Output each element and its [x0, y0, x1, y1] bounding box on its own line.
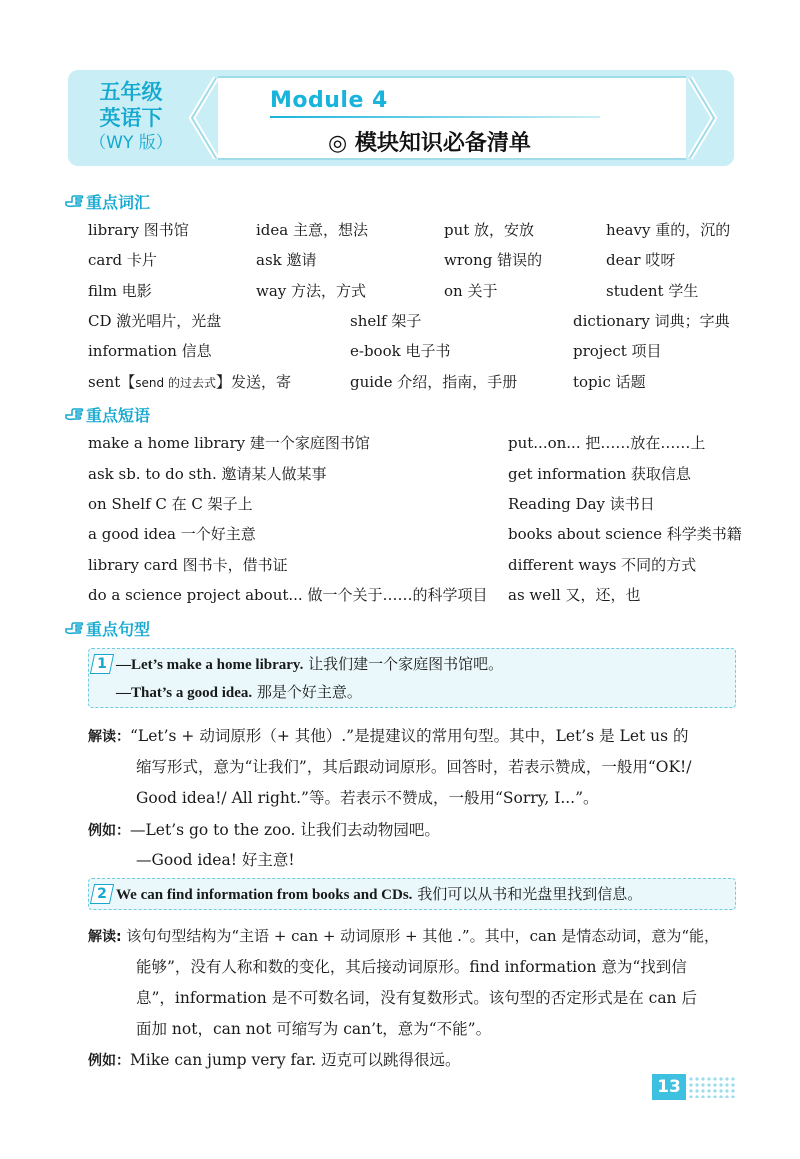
vocab-item: shelf 架子: [350, 312, 422, 330]
sentence-1-reply-en: —That’s a good idea.: [116, 685, 253, 701]
page-number-block: [652, 1074, 736, 1100]
sentence-heading-text: 重点句型: [86, 620, 151, 639]
phrase-item: Reading Day 读书日: [508, 495, 655, 513]
vocab-item: card 卡片: [88, 251, 157, 269]
example-label: 例如：: [88, 823, 130, 839]
explain-2-line-1: [88, 926, 719, 947]
subject-text: 英语下: [99, 106, 163, 130]
phrase-item: put...on... 把……放在……上: [508, 434, 706, 452]
phrase-item: different ways 不同的方式: [508, 556, 697, 574]
phrase-item: do a science project about... 做一个关于……的科学项目: [88, 586, 488, 604]
grade-label: [74, 76, 188, 160]
pointing-hand-icon: [64, 621, 84, 637]
vocab-item: student 学生: [606, 282, 699, 300]
module-title: Module 4: [270, 88, 388, 113]
title-panel: [218, 76, 686, 160]
sent-word: sent【: [88, 373, 136, 391]
page-number: 13: [652, 1074, 686, 1100]
vocab-item: topic 话题: [573, 373, 646, 391]
vocab-item: wrong 错误的: [444, 251, 543, 269]
vocab-item: information 信息: [88, 342, 212, 360]
vocab-item: dictionary 词典；字典: [573, 312, 730, 330]
phrase-item: get information 获取信息: [508, 465, 691, 483]
example-2-line-1: [88, 1050, 461, 1071]
number-badge-1: 1: [92, 654, 112, 674]
example-1-line-2: —Good idea! 好主意!: [136, 851, 295, 869]
vocab-item: library 图书馆: [88, 221, 189, 239]
explain-label: 解读:: [88, 929, 122, 945]
explain-1-line-2: 缩写形式，意为“让我们”，其后跟动词原形。回答时，若表示赞成，一般用“OK!/: [136, 758, 692, 776]
sentence-2-line: [116, 884, 642, 905]
explain-text: 该句句型结构为“主语 + can + 动词原形 + 其他 .”。其中，can 是情态动词，意为“能，: [121, 927, 720, 945]
sentence-2-en: We can find information from books and CDs.: [116, 887, 413, 903]
chevron-right-icon: [684, 76, 720, 160]
sentence-1-line-2: [116, 682, 362, 703]
explain-1-line-1: [88, 726, 689, 747]
dot-pattern: [688, 1076, 736, 1098]
sentence-1-en: —Let’s make a home library.: [116, 657, 304, 673]
explain-2-line-4: 面加 not，can not 可缩写为 can’t，意为“不能”。: [136, 1020, 492, 1038]
phrase-heading-text: 重点短语: [86, 406, 151, 425]
vocab-item: CD 激光唱片，光盘: [88, 312, 222, 330]
pointing-hand-icon: [64, 407, 84, 423]
phrase-item: as well 又，还，也: [508, 586, 641, 604]
title-underline: [270, 116, 600, 118]
phrase-item: library card 图书卡，借书证: [88, 556, 288, 574]
edition-text: （WY 版）: [89, 133, 173, 153]
phrase-item: on Shelf C 在 C 架子上: [88, 495, 253, 513]
explain-text: “Let’s + 动词原形（+ 其他）.”是提建议的常用句型。其中，Let’s 是 Let us 的: [130, 727, 689, 745]
vocab-item: film 电影: [88, 282, 152, 300]
vocab-item: put 放，安放: [444, 221, 535, 239]
sentence-2-cn: 我们可以从书和光盘里找到信息。: [412, 885, 643, 903]
example-text: Mike can jump very far. 迈克可以跳得很远。: [130, 1051, 461, 1069]
grade-text: 五年级: [99, 80, 163, 104]
vocab-item: guide 介绍，指南，手册: [350, 373, 518, 391]
vocab-item: project 项目: [573, 342, 662, 360]
vocab-item-sent: [88, 372, 291, 393]
example-label: 例如：: [88, 1053, 130, 1069]
phrase-heading: [64, 403, 150, 426]
vocab-item: ask 邀请: [256, 251, 317, 269]
explain-label: 解读：: [88, 729, 130, 745]
module-header: [68, 70, 734, 166]
example-1-line-1: [88, 820, 440, 841]
phrase-item: a good idea 一个好主意: [88, 525, 256, 543]
sent-meaning: 】发送，寄: [215, 373, 291, 391]
pointing-hand-icon: [64, 194, 84, 210]
vocab-item: heavy 重的，沉的: [606, 221, 731, 239]
vocab-heading: [64, 190, 150, 213]
vocab-item: e-book 电子书: [350, 342, 451, 360]
explain-2-line-3: 息”，information 是不可数名词，没有复数形式。该句型的否定形式是在 can 后: [136, 989, 697, 1007]
list-title: ◎ 模块知识必备清单: [328, 131, 531, 156]
vocab-item: dear 哎呀: [606, 251, 676, 269]
vocab-heading-text: 重点词汇: [86, 193, 151, 212]
explain-2-line-2: 能够”，没有人称和数的变化，其后接动词原形。find information 意为“找到信: [136, 958, 687, 976]
vocab-item: idea 主意，想法: [256, 221, 368, 239]
sentence-heading: [64, 617, 150, 640]
sentence-1-cn: 让我们建一个家庭图书馆吧。: [303, 655, 504, 673]
vocab-item: way 方法，方式: [256, 282, 367, 300]
phrase-item: ask sb. to do sth. 邀请某人做某事: [88, 465, 327, 483]
phrase-item: books about science 科学类书籍: [508, 525, 742, 543]
chevron-left-icon: [186, 76, 222, 160]
explain-1-line-3: Good idea!/ All right.”等。若表示不赞成，一般用“Sorry, I...”。: [136, 789, 599, 807]
sentence-1-line-1: [116, 654, 503, 675]
sent-note: send 的过去式: [135, 376, 216, 390]
sentence-1-reply-cn: 那是个好主意。: [252, 683, 362, 701]
vocab-item: on 关于: [444, 282, 498, 300]
example-text: —Let’s go to the zoo. 让我们去动物园吧。: [130, 821, 440, 839]
number-badge-2: 2: [92, 884, 112, 904]
phrase-item: make a home library 建一个家庭图书馆: [88, 434, 370, 452]
